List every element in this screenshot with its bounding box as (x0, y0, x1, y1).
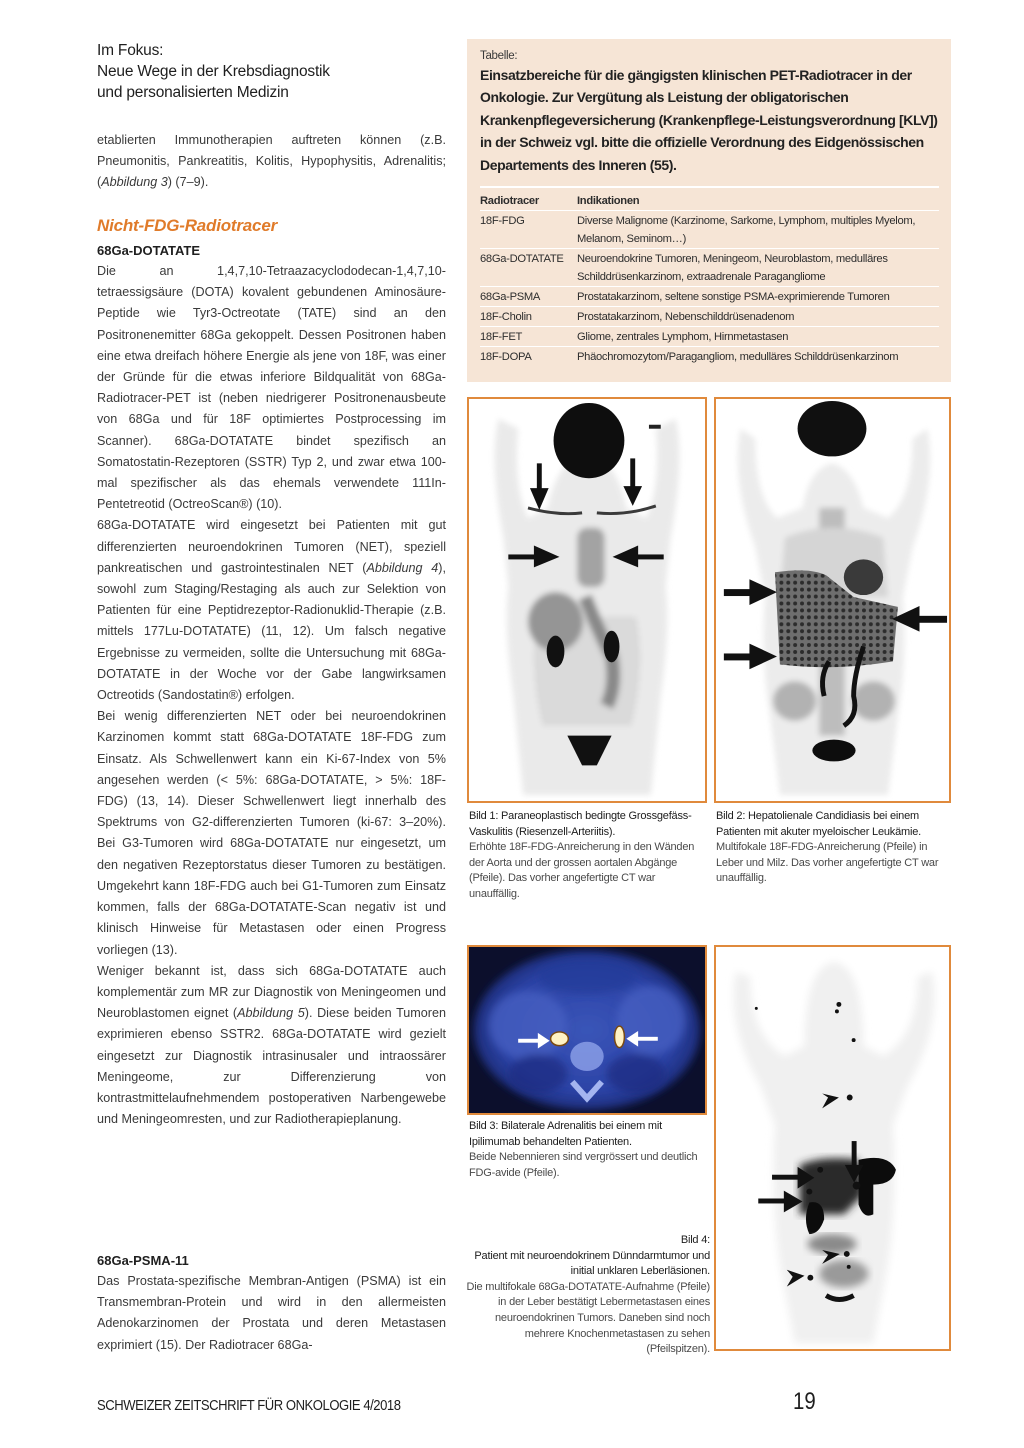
cell-indication: Phäochromozytom/Paragangliom, medulläres Schilddrüsenkarzinom (577, 347, 939, 367)
paragraph: Das Prostata-spezifische Membran-Antigen (PSMA) ist ein Transmembran-Protein und wird in den allermeisten Adenokarzinomen der Prostata und deren Metastasen exprimiert (15). Der Radiotracer 68Ga- (97, 1274, 446, 1352)
column-header-radiotracer: Radiotracer (480, 195, 539, 208)
section-title: Nicht-FDG-Radiotracer (97, 216, 277, 235)
cell-indication: Diverse Malignome (Karzinome, Sarkome, Lymphom, multiples Myelom, Melanom, Seminom…) (577, 211, 939, 249)
cell-indication: Neuroendokrine Tumoren, Meningeom, Neuroblastom, medulläres Schilddrüsenkarzinom, extraadrenale Paragangliome (577, 249, 939, 287)
table-row (480, 211, 939, 249)
table-caption: Einsatzbereiche für die gängigsten klinischen PET-Radiotracer in der Onkologie. Zur Vergütung als Leistung der obligatorischen Krankenpflegeversicherung (Krankenpflege-Leistungsverordnung [KLV]) in der Schweiz vgl. bitte die offizielle Verordnung des Eidgenössischen Departements des Inneren (55). (480, 67, 938, 173)
figure-reference: Abbildung 5 (237, 1006, 305, 1021)
table-row (480, 307, 939, 327)
cell-tracer: 18F-FDG (480, 211, 577, 249)
subheading-dotatate: 68Ga-DOTATATE (97, 243, 201, 258)
cell-indication: Gliome, zentrales Lymphom, Hirnmetastasen (577, 327, 939, 347)
paragraph: Weniger bekannt ist, dass sich 68Ga-DOTATATE auch komplementär zum MR zur Diagnostik von Meningeomen und Neuroblastomen eignet (Abbildung 5). Diese beiden Tumoren exprimieren ebenso SSTR2. 68Ga-DOTATATE wird gezielt eingesetzt zur Diagnostik intrasinusaler und intraossärer Meningeome, zur Differenzierung von kontrastmittelaufnehmendem postoperativen Narbengewebe und Meningeomresten, und zur Radiotherapieplanung. (97, 963, 446, 1127)
table-row (480, 249, 939, 287)
paragraph: Bei wenig differenzierten NET oder bei neuroendokrinen Karzinomen kommt statt 68Ga-DOTATATE 18F-FDG zum Einsatz. Als Schwellenwert kann ein Ki-67-Index von 5% angesehen werden (< 5%: 68Ga-DOTATATE, > 5%: 18F-FDG) (13, 14). Dieser Schwellenwert liegt innerhalb des Spektrums von G2-differenzierten Tumoren (ki-67: 3–20%). Bei G3-Tumoren wird 68Ga-DOTATATE nur eingesetzt, um den negativen Rezeptorstatus dieser Tumoren zu bestätigen. Umgekehrt kann 18F-FDG auch bei G1-Tumoren zum Einsatz kommen, falls der 68Ga-DOTATATE-Scan negativ ist und klinisch Hinweise für Metastasen oder einen Progress vorliegen (13). (97, 709, 446, 957)
column-header-indikationen: Indikationen (577, 195, 640, 208)
figure-4-pet-image (714, 945, 951, 1351)
petct-scan-image (469, 947, 705, 1113)
pet-scan-image (469, 399, 705, 801)
table-row (480, 347, 939, 367)
pet-scan-image (716, 947, 949, 1349)
figure-1-pet-image (467, 397, 707, 803)
dotatate-section (97, 240, 446, 1130)
journal-footer: SCHWEIZER ZEITSCHRIFT FÜR ONKOLOGIE 4/2018 (97, 1398, 401, 1414)
figure-2-caption (716, 809, 952, 887)
cell-indication: Prostatakarzinom, Nebenschilddrüsenadenom (577, 307, 939, 327)
running-header (97, 40, 457, 103)
figure-3-petct-image (467, 945, 707, 1115)
caption-text: Beide Nebennieren sind vergrössert und deutlich FDG-avide (Pfeile). (469, 1151, 698, 1179)
subheading-psma: 68Ga-PSMA-11 (97, 1253, 189, 1268)
caption-text: Multifokale 18F-FDG-Anreicherung (Pfeile) in Leber und Milz. Das vorher angefertigte CT war unauffällig. (716, 841, 939, 885)
caption-title: Bild 3: Bilaterale Adrenalitis bei einem mit Ipilimumab behandelten Patienten. (469, 1120, 662, 1148)
caption-title: Bild 2: Hepatolienale Candidiasis bei einem Patienten mit akuter myeloischer Leukämie. (716, 810, 921, 838)
cell-tracer: 18F-FET (480, 327, 577, 347)
table-row (480, 287, 939, 307)
figure-reference: Abbildung 4 (366, 560, 439, 575)
psma-section (97, 1250, 446, 1356)
caption-text: Erhöhte 18F-FDG-Anreicherung in den Wänden der Aorta und der grossen aortalen Abgänge (Pfeile). Das vorher angefertigte CT war unauffällig. (469, 841, 695, 900)
figure-2-pet-image (714, 397, 951, 803)
caption-label: Bild 4: (680, 1234, 710, 1246)
header-line-3: und personalisierten Medizin (97, 84, 289, 101)
header-line-2: Neue Wege in der Krebsdiagnostik (97, 63, 330, 80)
intro-paragraph: etablierten Immunotherapien auftreten können (z.B. Pneumonitis, Pankreatitis, Kolitis, Hypophysitis, Adrenalitis; (Abbildung 3) (7–9). (97, 133, 446, 190)
figure-3-caption (469, 1119, 705, 1181)
page-number: 19 (793, 1388, 816, 1415)
cell-tracer: 68Ga-DOTATATE (480, 249, 577, 287)
figure-4-caption (466, 1233, 710, 1358)
pet-scan-image (716, 399, 949, 801)
figure-reference: Abbildung 3 (101, 175, 168, 190)
cell-tracer: 18F-DOPA (480, 347, 577, 367)
cell-tracer: 18F-Cholin (480, 307, 577, 327)
caption-text: Die multifokale 68Ga-DOTATATE-Aufnahme (Pfeile) in der Leber bestätigt Lebermetastasen eines neuroendokrinen Tumors. Daneben sind noch mehrere Knochenmetastasen zu sehen (Pfeilspitzen). (466, 1280, 710, 1356)
table-label: Tabelle: (480, 50, 518, 62)
caption-title: Bild 1: Paraneoplastisch bedingte Grossgefäss-Vaskulitis (Riesenzell-Arteriitis). (469, 810, 692, 838)
caption-title: Patient mit neuroendokrinem Dünndarmtumor und initial unklaren Leberläsionen. (474, 1249, 710, 1278)
paragraph: Die an 1,4,7,10-Tetraazacyclododecan-1,4,7,10-tetraessigsäure (DOTA) kovalent gebundenen Aminosäure-Peptide wie Tyr3-Octreotate (TATE) sind an den Positronenemitter 68Ga gekoppelt. Dessen Positronen haben eine etwa dreifach höhere Energie als jene von 18F, was einer der Gründe für die etwas inferiore Bildqualität von 68Ga-Radiotracer-PET ist (neben niedrigerer Positronenausbeute von 68Ga und für 18F optimiertes Postprocessing im Scanner). 68Ga-DOTATATE bindet spezifisch an Somatostatin-Rezeptoren (SSTR) Typ 2, und zwar etwa 100-mal spezifischer als das ehemals verwendete 111In-Pentetreotid (OctreoScan®) (10). (97, 264, 446, 512)
cell-indication: Prostatakarzinom, seltene sonstige PSMA-exprimierende Tumoren (577, 287, 939, 307)
cell-tracer: 68Ga-PSMA (480, 287, 577, 307)
paragraph: 68Ga-DOTATATE wird eingesetzt bei Patienten mit gut differenzierten neuroendokrinen Tumoren (NET), speziell pankreatischen und gastrointestinalen NET (Abbildung 4), sowohl zum Staging/Restaging als auch zur Selektion von Patienten für eine Peptidrezeptor-Radionuklid-Therapie (z.B. mittels 177Lu-DOTATATE) (11, 12). Um falsch negative Ergebnisse zu vermeiden, sollte die Untersuchung mit 68Ga-DOTATATE in der Woche vor der Gabe langwirksamen Octreotids (Sandostatin®) erfolgen. (97, 518, 446, 703)
tracer-table-box (467, 39, 951, 382)
table-row (480, 327, 939, 347)
tracer-table (480, 186, 939, 366)
figure-1-caption (469, 809, 705, 903)
header-line-1: Im Fokus: (97, 42, 164, 59)
